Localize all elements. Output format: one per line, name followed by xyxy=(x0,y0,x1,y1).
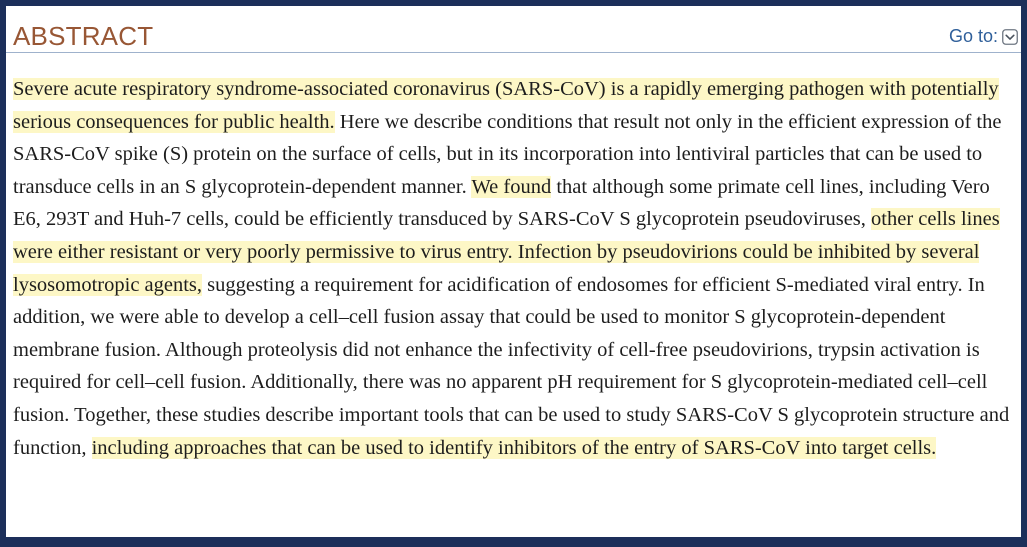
highlighted-text: including approaches that can be used to identify inhibitors of the entry of SARS-CoV into target cells. xyxy=(91,436,937,459)
highlighted-text: We found xyxy=(471,175,552,198)
highlighted-text: other cells lines were either resistant or very poorly permissive to virus entry. Infection by pseudovirions could be inhibited by several lysosomotropic agents, xyxy=(13,208,1000,296)
section-header xyxy=(6,6,1021,53)
goto-menu[interactable] xyxy=(949,26,1018,47)
body-text: suggesting a requirement for acidification of endosomes for efficient S-mediated viral entry. In addition, we were able to develop a cell–cell fusion assay that could be used to monitor S glycoprotein-dependent membrane fusion. Although proteolysis did not enhance the infectivity of cell-free pseudovirions, trypsin activation is required for cell–cell fusion. Additionally, there was no apparent pH requirement for S glycoprotein-mediated cell–cell fusion. Together, these studies describe important tools that can be used to study SARS-CoV S glycoprotein structure and function, xyxy=(13,273,1010,459)
highlighted-text: Severe acute respiratory syndrome-associated coronavirus (SARS-CoV) is a rapidly emerging pathogen with potentially serious consequences for public health. xyxy=(13,78,999,133)
body-text: that although some primate cell lines, including Vero E6, 293T and Huh-7 cells, could be efficiently transduced by SARS-CoV S glycoprotein pseudoviruses, xyxy=(13,175,990,231)
chevron-down-box-icon[interactable] xyxy=(1002,29,1018,45)
body-text: Here we describe conditions that result not only in the efficient expression of the SARS-CoV spike (S) protein on the surface of cells, but in its incorporation into lentiviral particles that can be used to transduce cells in an S glycoprotein-dependent manner. xyxy=(13,110,1002,198)
section-title: ABSTRACT xyxy=(13,21,154,51)
goto-label[interactable]: Go to: xyxy=(948,26,998,46)
abstract-body xyxy=(13,73,1017,464)
abstract-panel xyxy=(6,6,1021,537)
